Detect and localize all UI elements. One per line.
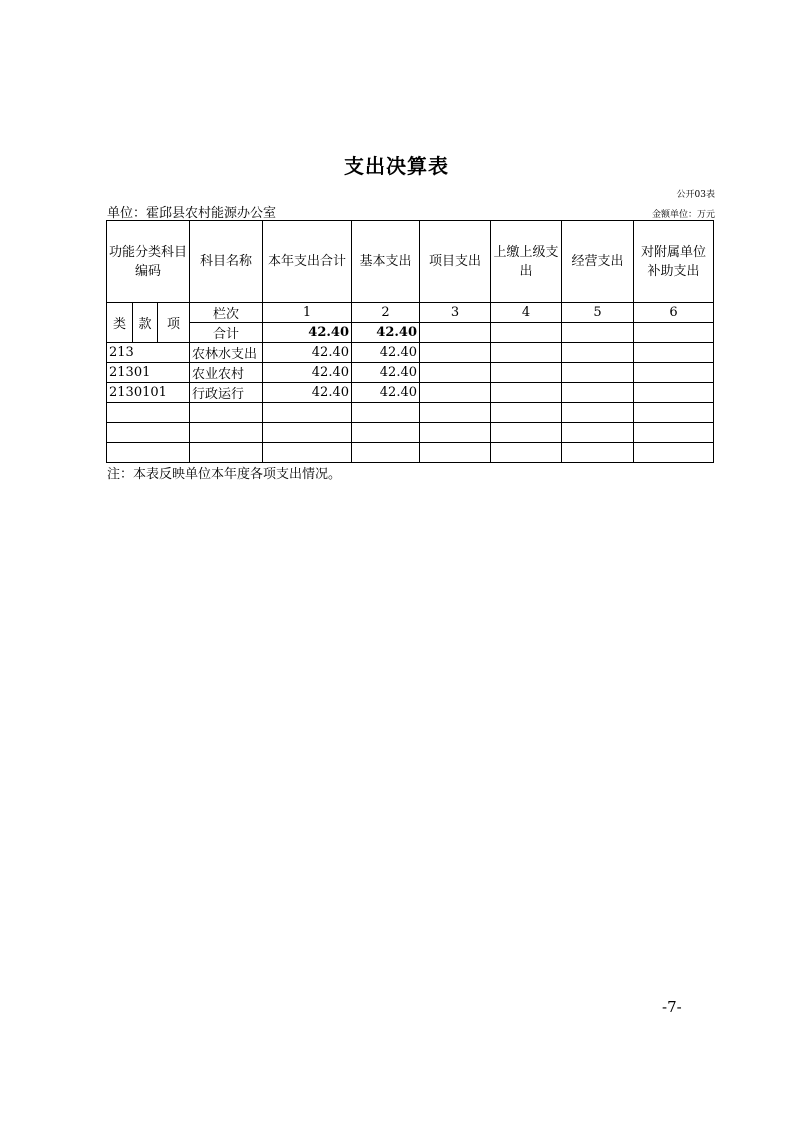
header-lei: 类 — [107, 303, 133, 343]
row-value-1: 42.40 — [263, 343, 352, 363]
row-value-2: 42.40 — [352, 383, 420, 403]
table-row — [107, 343, 714, 363]
header-func-code: 功能分类科目编码 — [107, 221, 190, 303]
column-number-4: 4 — [491, 303, 562, 323]
column-number-3: 3 — [420, 303, 491, 323]
row-value-2: 42.40 — [352, 363, 420, 383]
total-value-2: 42.40 — [352, 323, 420, 343]
empty-row — [107, 403, 714, 423]
total-label: 合计 — [190, 323, 263, 343]
column-number-row — [107, 303, 714, 323]
row-code: 2130101 — [107, 383, 190, 403]
header-kuan: 款 — [133, 303, 158, 343]
total-value-1: 42.40 — [263, 323, 352, 343]
header-subject-name: 科目名称 — [190, 221, 263, 303]
header-total-expenditure: 本年支出合计 — [263, 221, 352, 303]
header-operating-expenditure: 经营支出 — [562, 221, 634, 303]
table-row — [107, 363, 714, 383]
header-subsidy-expenditure: 对附属单位补助支出 — [634, 221, 714, 303]
unit-label: 单位：霍邱县农村能源办公室 — [107, 206, 277, 221]
row-value-1: 42.40 — [263, 383, 352, 403]
page-title: 支出决算表 — [344, 154, 449, 178]
form-number: 公开03表 — [676, 190, 715, 200]
row-name: 行政运行 — [190, 383, 263, 403]
table-note: 注：本表反映单位本年度各项支出情况。 — [107, 467, 342, 482]
total-row — [107, 323, 714, 343]
header-row — [107, 221, 714, 303]
column-number-6: 6 — [634, 303, 714, 323]
row-code: 21301 — [107, 363, 190, 383]
table-row — [107, 383, 714, 403]
column-number-2: 2 — [352, 303, 420, 323]
row-code: 213 — [107, 343, 190, 363]
column-number-1: 1 — [263, 303, 352, 323]
row-value-1: 42.40 — [263, 363, 352, 383]
header-xiang: 项 — [158, 303, 190, 343]
header-project-expenditure: 项目支出 — [420, 221, 491, 303]
header-basic-expenditure: 基本支出 — [352, 221, 420, 303]
empty-row — [107, 423, 714, 443]
row-value-2: 42.40 — [352, 343, 420, 363]
amount-unit-label: 金额单位：万元 — [651, 210, 715, 220]
row-name: 农业农村 — [190, 363, 263, 383]
page-number: -7- — [662, 998, 682, 1016]
column-number-label: 栏次 — [190, 303, 263, 323]
row-name: 农林水支出 — [190, 343, 263, 363]
empty-row — [107, 443, 714, 463]
expenditure-table — [106, 220, 714, 463]
column-number-5: 5 — [562, 303, 634, 323]
header-remit-expenditure: 上缴上级支出 — [491, 221, 562, 303]
